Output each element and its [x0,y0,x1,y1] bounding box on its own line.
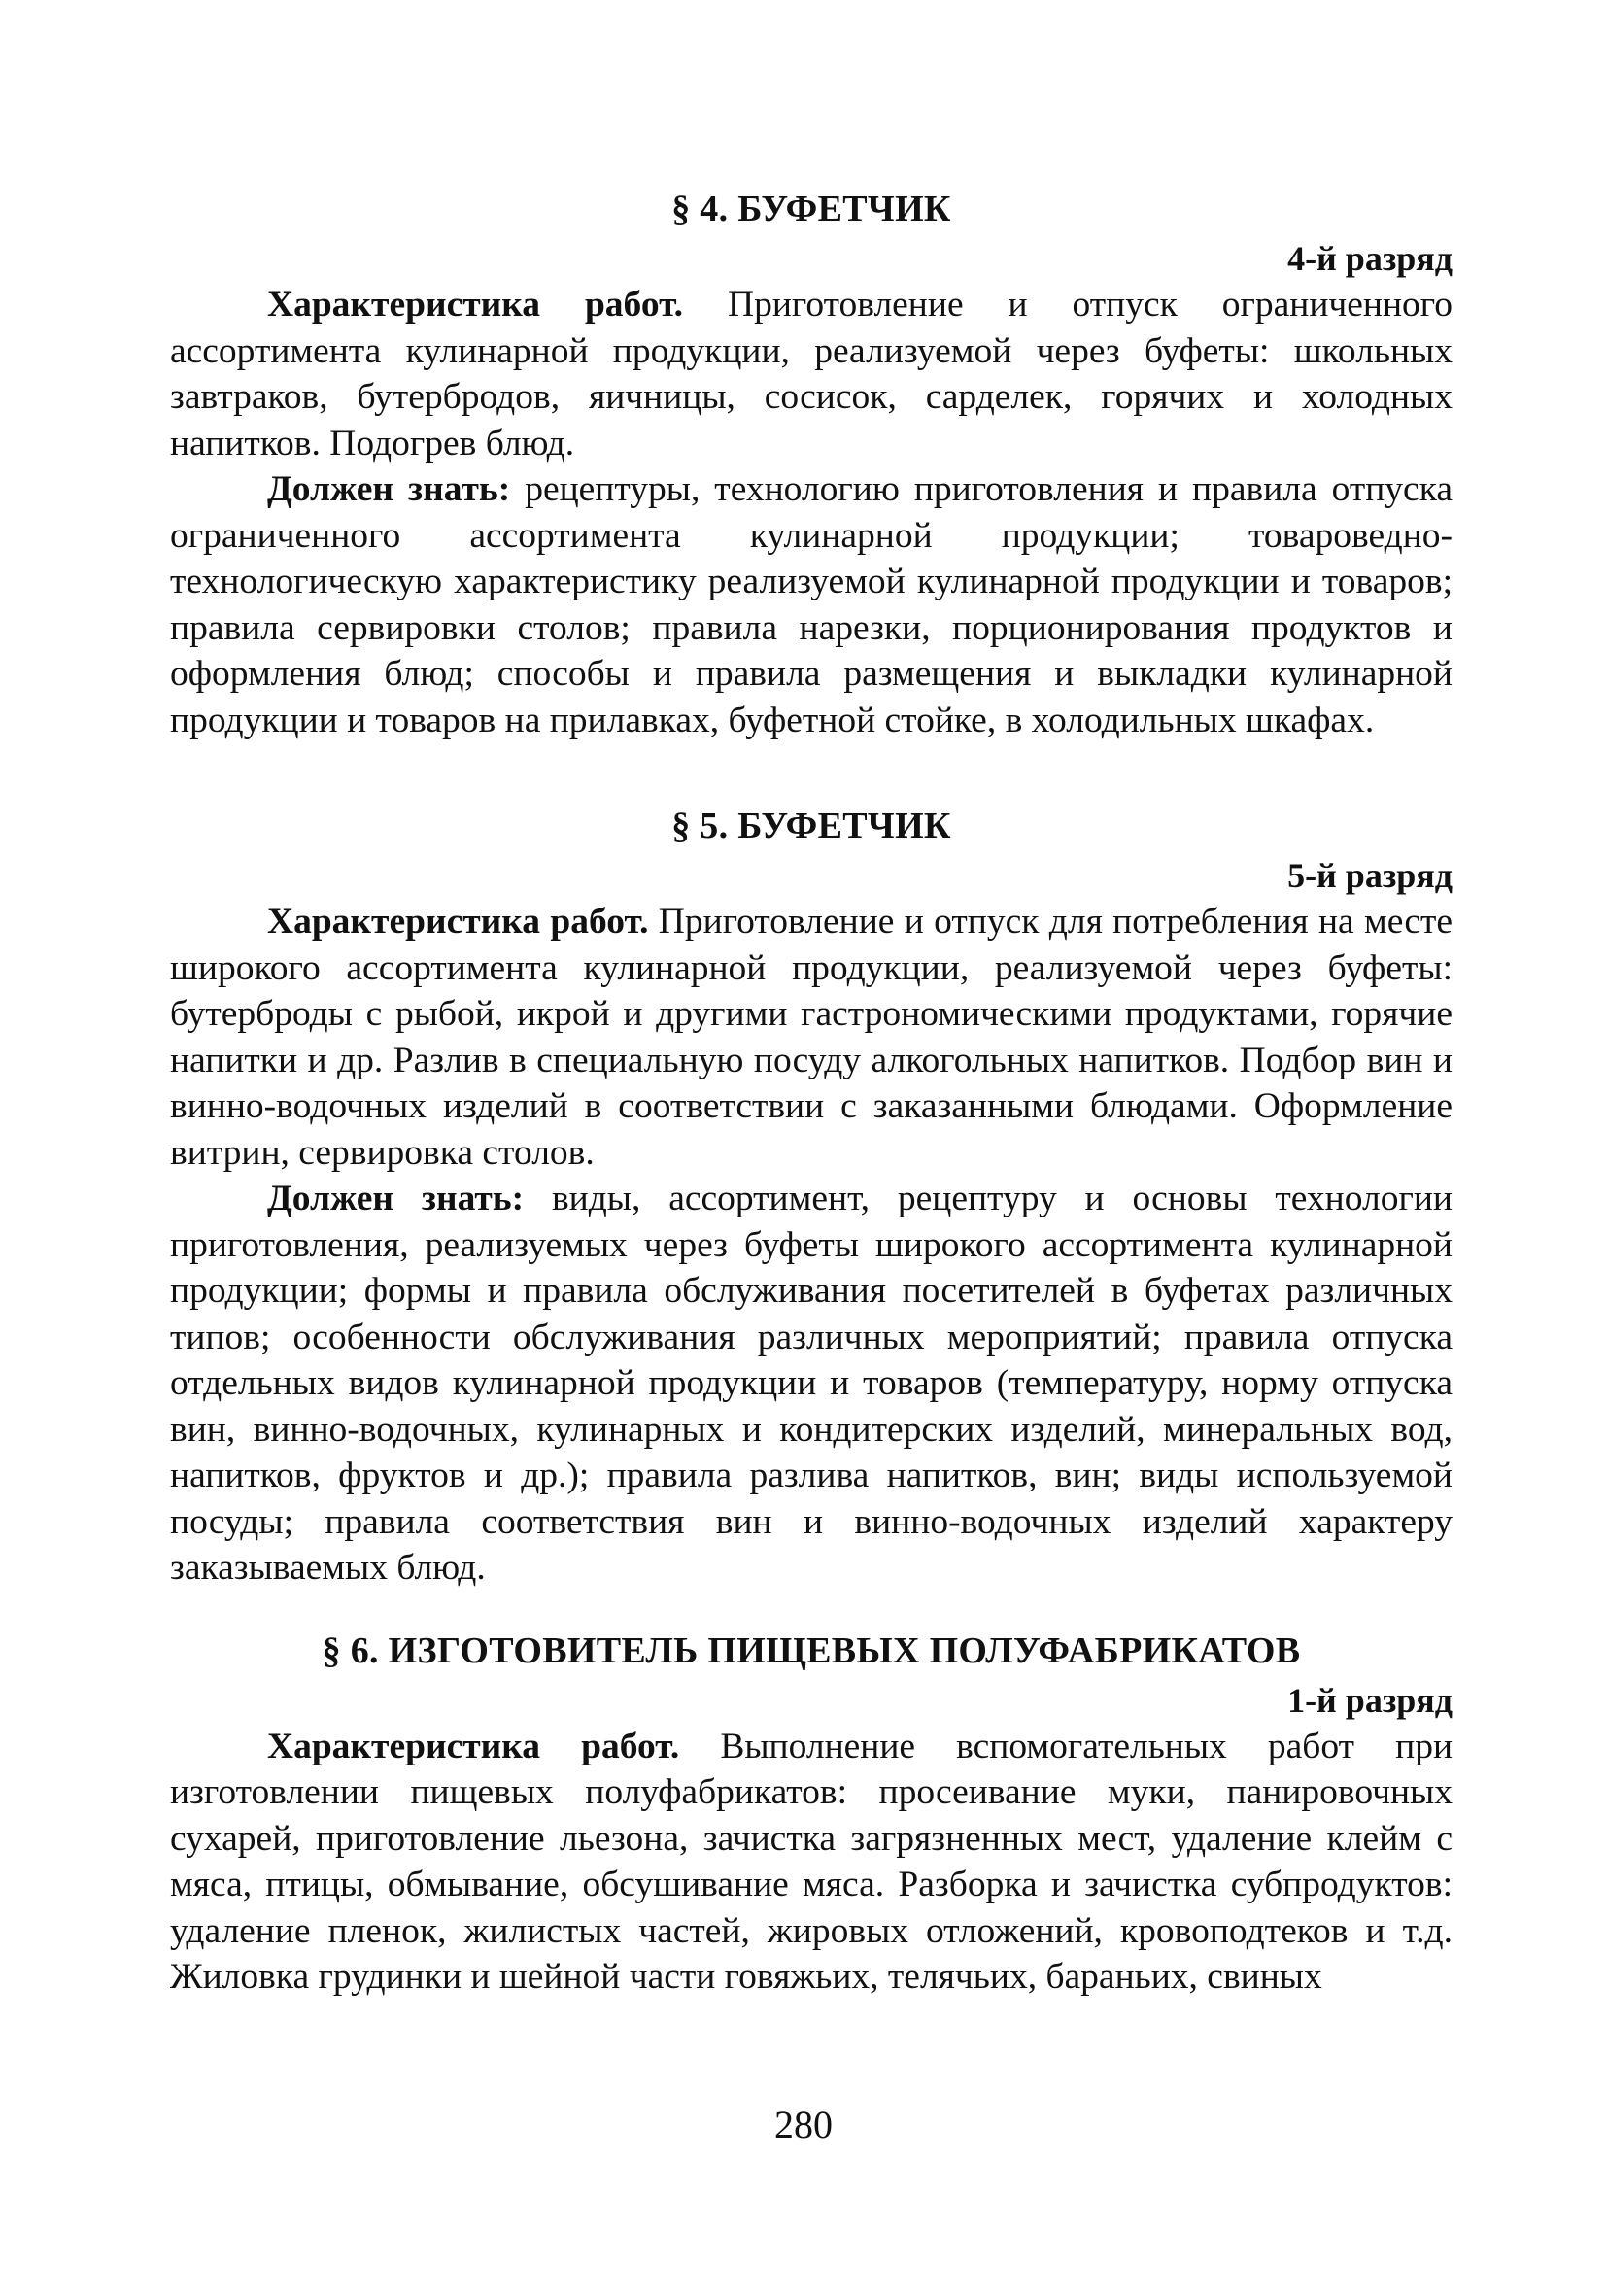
section-spacer [170,743,1453,802]
paragraph-lead: Характеристика работ. [267,285,684,325]
section-title: § 5. БУФЕТЧИК [671,805,951,846]
section-4 [170,185,1453,743]
paragraph-lead: Характеристика работ. [267,902,649,942]
paragraph-text: Приготовление и отпуск ограниченного ассортимента кулинарной продукции, реализуемой через буфеты: школьных завтраков, бутербродов, яичницы, сосисок, сарделек, горячих и холодных напитков. Подогрев блюд. [170,285,1453,463]
paragraph-lead: Должен знать: [267,469,511,509]
paragraph-text: виды, ассортимент, рецептуру и основы технологии приготовления, реализуемых через буфеты широкого ассортимента кулинарной продукции; формы и правила обслуживания посетителей в буфетах различных типов; особенности обслуживания различных мероприятий; правила отпуска отдельных видов кулинарной продукции и товаров (температуру, норму отпуска вин, винно-водочных, кулинарных и кондитерских изделий, минеральных вод, напитков, фруктов и др.); правила разлива напитков, вин; виды используемой посуды; правила соответствия вин и винно-водочных изделий характеру заказываемых блюд. [170,1179,1453,1588]
section-title: § 4. БУФЕТЧИК [671,188,951,229]
grade-label: 5-й разряд [1287,856,1453,895]
section-5 [170,802,1453,1592]
paragraph-characteristics [170,282,1453,466]
paragraph-characteristics [170,1724,1453,2001]
section-6 [170,1627,1453,2001]
grade-label: 1-й разряд [1287,1680,1453,1720]
paragraph-text: Выполнение вспомогательных работ при изготовлении пищевых полуфабрикатов: просеивание муки, панировочных сухарей, приготовление льезона, зачистка загрязненных мест, удаление клейм с мяса, птицы, обмывание, обсушивание мяса. Разборка и зачистка субпродуктов: удаление пленок, жилистых частей, жировых отложений, кровоподтеков и т.д. Жиловка грудинки и шейной части говяжьих, телячьих, бараньих, свиных [170,1726,1453,1997]
paragraph-characteristics [170,899,1453,1176]
paragraph-text: Приготовление и отпуск для потребления на месте широкого ассортимента кулинарной продукции, реализуемой через буфеты: бутерброды с рыбой, икрой и другими гастрономическими продуктами, горячие напитки и др. Разлив в специальную посуду алкогольных напитков. Подбор вин и винно-водочных изделий в соответствии с заказанными блюдами. Оформление витрин, сервировка столов. [170,902,1453,1173]
paragraph-lead: Характеристика работ. [267,1726,680,1766]
paragraph-must-know [170,1176,1453,1592]
grade-label: 4-й разряд [1287,239,1453,278]
paragraph-lead: Должен знать: [267,1179,525,1218]
page-number: 280 [774,2103,833,2146]
paragraph-must-know [170,466,1453,743]
section-title: § 6. ИЗГОТОВИТЕЛЬ ПИЩЕВЫХ ПОЛУФАБРИКАТОВ [322,1629,1301,1671]
paragraph-text: рецептуры, технологию приготовления и правила отпуска ограниченного ассортимента кулинарной продукции; товароведно-технологическую характеристику реализуемой кулинарной продукции и товаров; правила сервировки столов; правила нарезки, порционирования продуктов и оформления блюд; способы и правила размещения и выкладки кулинарной продукции и товаров на прилавках, буфетной стойке, в холодильных шкафах. [170,469,1453,740]
section-spacer [170,1592,1453,1627]
document-page [170,185,1453,2001]
